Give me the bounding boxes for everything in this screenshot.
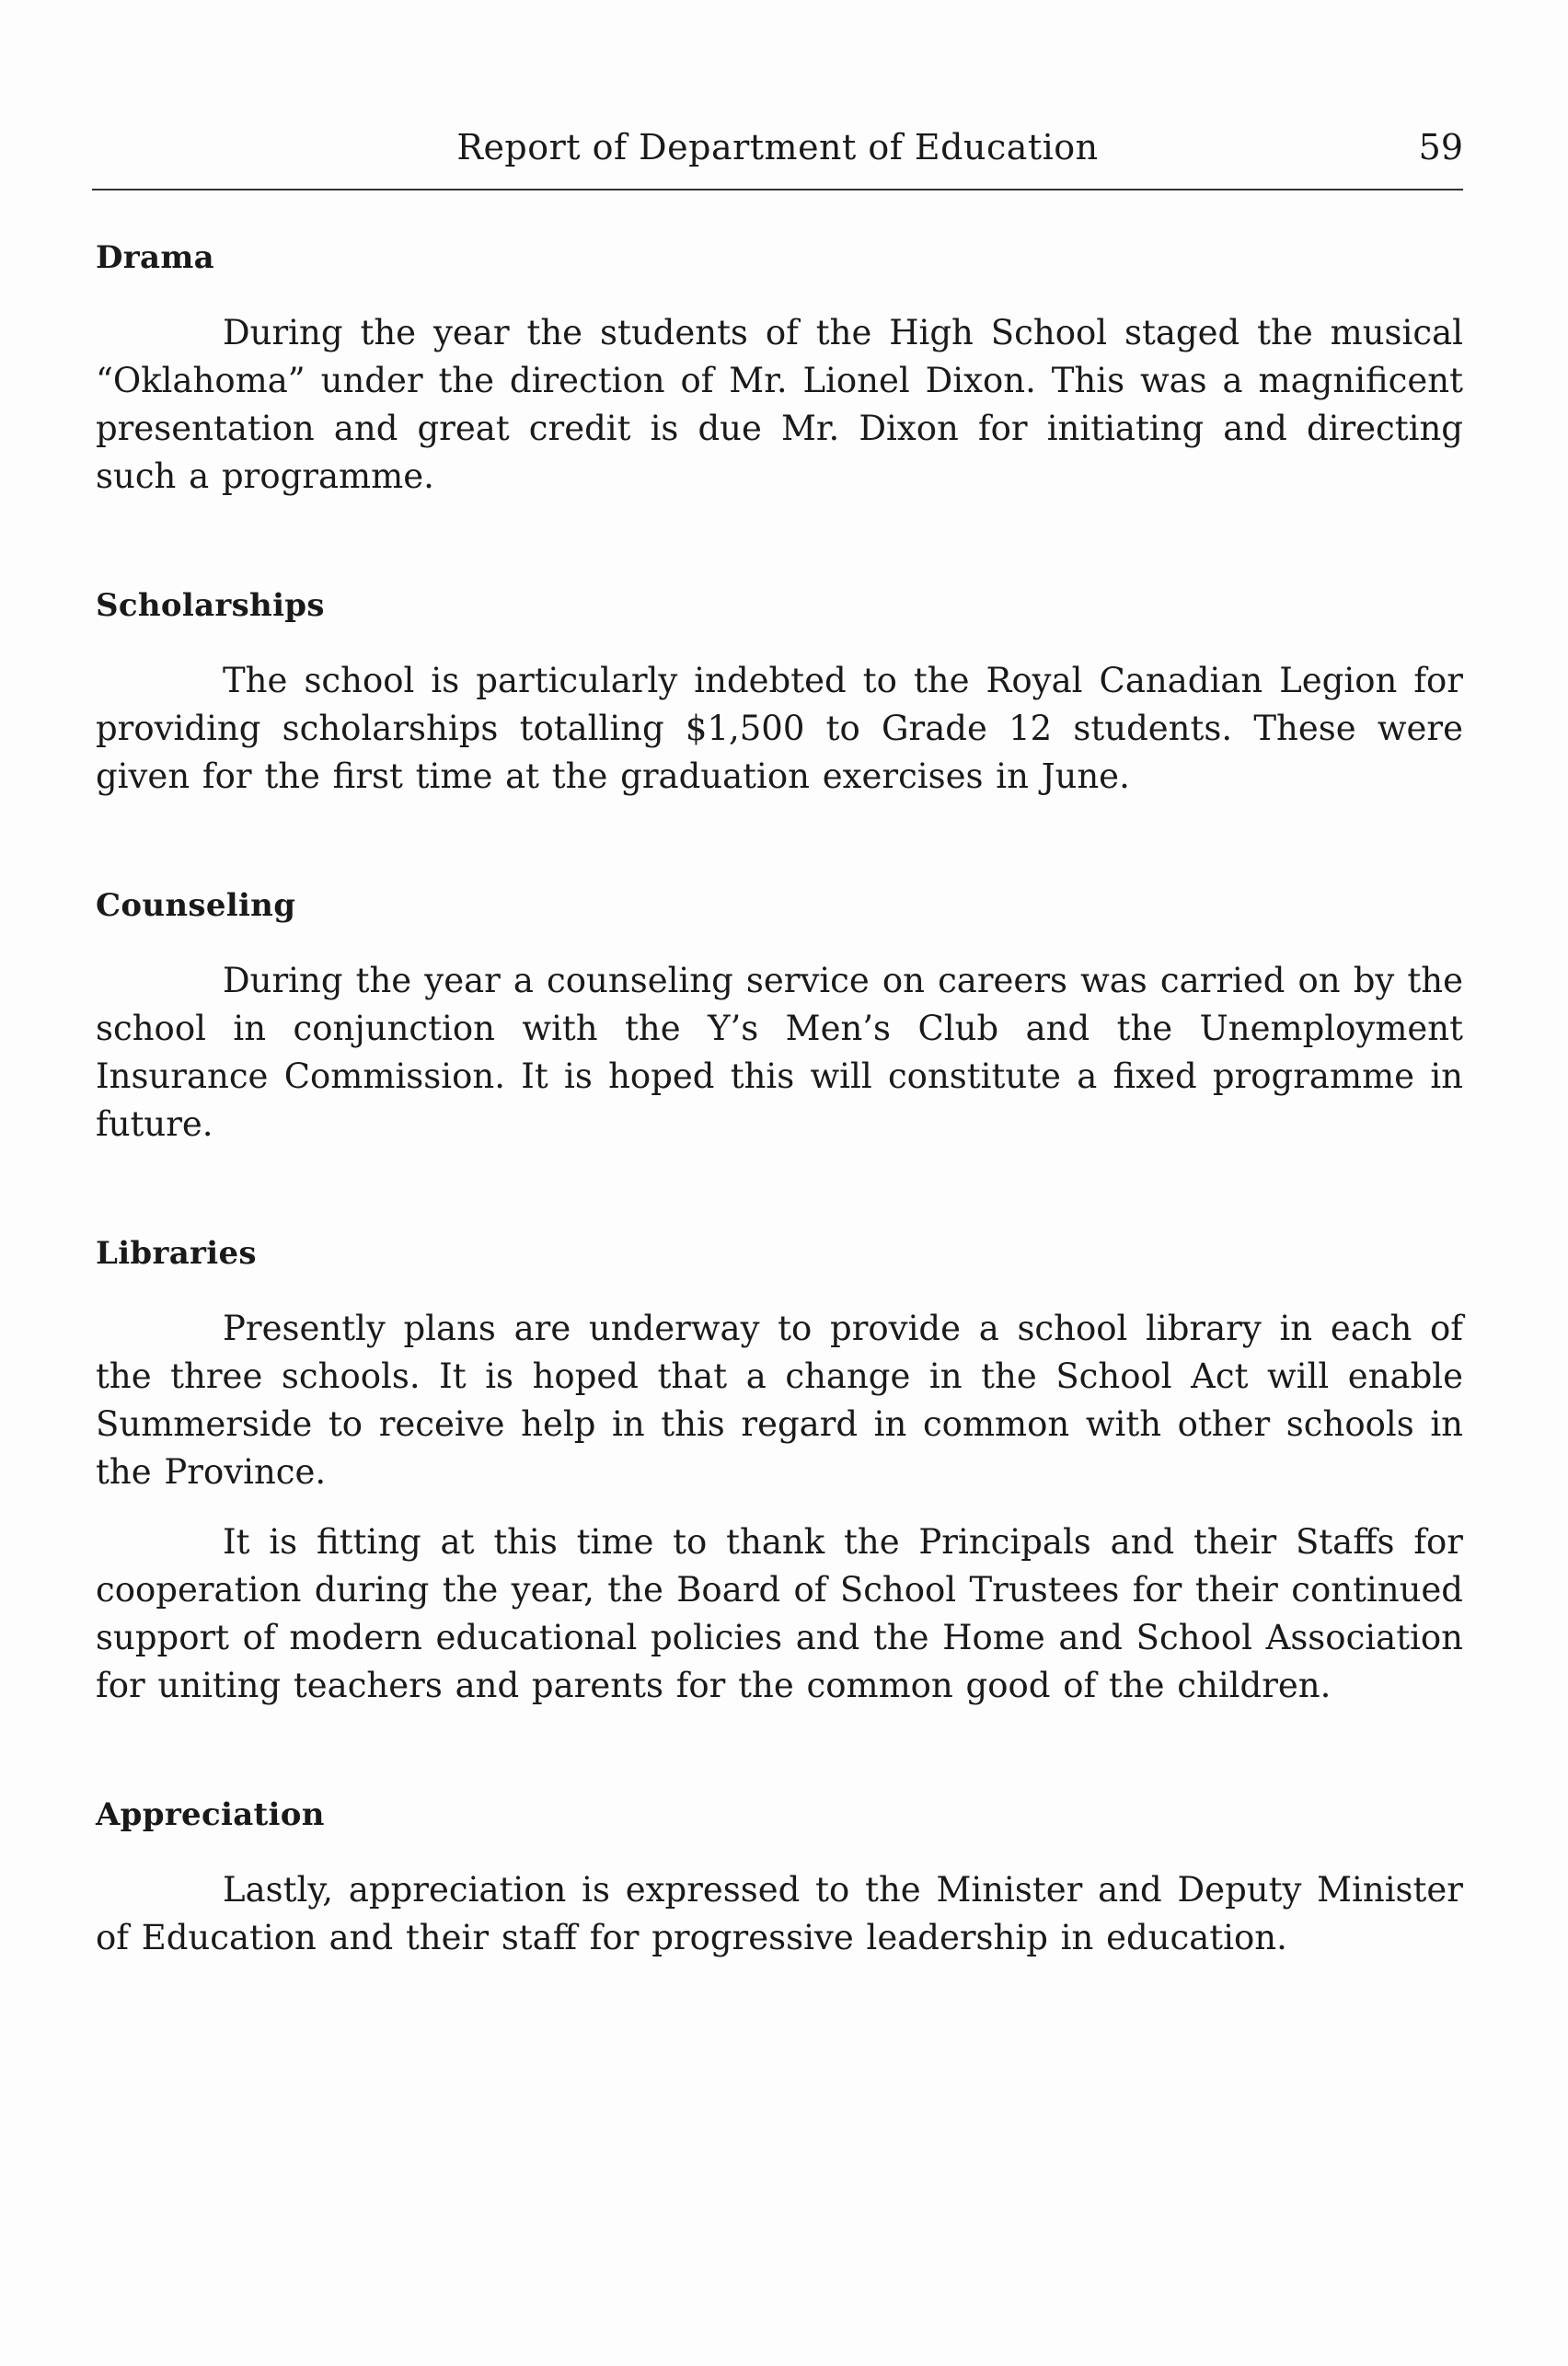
page-number: 59 — [1418, 127, 1463, 167]
section-heading: Scholarships — [96, 587, 325, 624]
section-scholarships — [96, 587, 1463, 801]
running-title: Report of Department of Education — [456, 127, 1099, 167]
section-heading: Drama — [96, 239, 214, 276]
section-heading: Libraries — [96, 1235, 257, 1272]
section-drama — [96, 239, 1463, 501]
running-header — [92, 127, 1463, 182]
paragraph: It is fitting at this time to thank the Principals and their Staffs for cooperation during the year, the Board of School Trustees for their continued support of modern educational policies and the Home and School Association for uniting teachers and parents for the common good of the children. — [96, 1522, 1463, 1705]
section-appreciation — [96, 1796, 1463, 1962]
section-counseling — [96, 887, 1463, 1148]
section-libraries — [96, 1235, 1463, 1710]
paragraph: The school is particularly indebted to the Royal Canadian Legion for providing scholarships totalling $1,500 to Grade 12 students. These were given for the first time at the graduation exercises in June. — [96, 661, 1463, 796]
page-body — [96, 230, 1463, 1984]
paragraph: During the year the students of the High School staged the musical “Oklahoma” under the direction of Mr. Lionel Dixon. This was a magnificent presentation and great credit is due Mr. Dixon for initiating and directing such a programme. — [96, 313, 1463, 496]
section-heading: Counseling — [96, 887, 296, 924]
paragraph: During the year a counseling service on careers was carried on by the school in conjunction with the Y’s Men’s Club and the Unemployment Insurance Commission. It is hoped this will constitute a fixed programme in future. — [96, 961, 1463, 1144]
paragraph: Presently plans are underway to provide a school library in each of the three schools. It is hoped that a change in the School Act will enable Summerside to receive help in this regard in common with other schools in the Province. — [96, 1309, 1463, 1492]
section-heading: Appreciation — [96, 1796, 325, 1833]
paragraph: Lastly, appreciation is expressed to the Minister and Deputy Minister of Education and their staff for progressive leadership in education. — [96, 1870, 1463, 1957]
header-rule — [92, 189, 1463, 190]
